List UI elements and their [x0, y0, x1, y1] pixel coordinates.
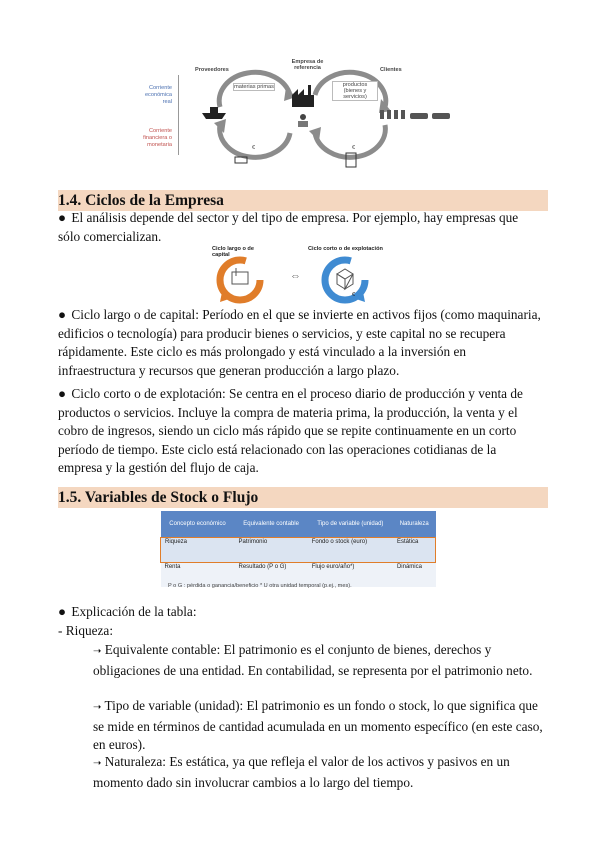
arrow-icon: ➝: [93, 702, 102, 713]
long-cycle-label: Ciclo largo o de capital: [212, 246, 254, 258]
real-flow-label: Corriente económica real: [144, 85, 172, 105]
table-cell: Estática: [393, 538, 436, 563]
providers-label: Proveedores: [195, 67, 229, 73]
machine-icon: [232, 268, 248, 284]
table-cell: Flujo euro/año*): [308, 563, 393, 588]
raw-materials-label: materias primas: [234, 84, 274, 90]
table-explanation: [58, 603, 542, 622]
exchange-arrow-icon: ⇔: [290, 270, 301, 282]
clients-label: Clientes: [380, 67, 402, 73]
riqueza-item-text: Tipo de variable (unidad): El patrimonio es un fondo o stock, lo que significa que se mide en términos de cantidad acumulada en un momento específico (en este caso, en euros).: [93, 698, 543, 753]
long-cycle-text: Ciclo largo o de capital: Período en el que se invierte en activos fijos (como maquinaria, edificios o tecnología) para producir bienes o servicios, y este capital no se recupera rápidamente. Este ciclo es más prolongado y está vinculado a la inversión en infraestructura y recursos que generan producción a largo plazo.: [58, 307, 541, 378]
bullet-icon: ●: [58, 307, 67, 322]
table-explanation-text: Explicación de la tabla:: [71, 604, 197, 619]
table-cell: Patrimonio: [234, 538, 307, 563]
cycles-intro: [58, 209, 542, 246]
section-heading-cycles: 1.4. Ciclos de la Empresa: [58, 190, 548, 211]
table-row: [161, 538, 436, 563]
riqueza-label: - Riqueza:: [58, 623, 114, 638]
money-label-right: €: [352, 145, 356, 151]
riqueza-item-3: [93, 753, 545, 792]
products-label: productos (bienes y servicios): [332, 81, 378, 101]
monetary-flow-label: Corriente financiera o monetaria: [143, 128, 172, 148]
factory-icon: [292, 85, 314, 107]
table-cell: Dinámica: [393, 563, 436, 588]
cycles-intro-text: El análisis depende del sector y del tipo de empresa. Por ejemplo, hay empresas que sólo comercializan.: [58, 210, 519, 244]
bullet-icon: ●: [58, 386, 67, 401]
bullet-icon: ●: [58, 604, 67, 619]
table-cell: Resultado (P o G): [234, 563, 307, 588]
company-label: Empresa de referencia: [291, 59, 324, 71]
section-heading-stock-flow: 1.5. Variables de Stock o Flujo: [58, 487, 548, 508]
box-icon: [337, 269, 353, 289]
worker-icon: [300, 114, 306, 120]
riqueza-item-1: [93, 641, 545, 680]
short-cycle-paragraph: [58, 385, 542, 478]
table-header-cell: Equivalente contable: [234, 511, 307, 538]
clients-icon: [380, 110, 450, 119]
riqueza-item-2: [93, 697, 545, 755]
money-label-left: €: [252, 145, 256, 151]
table-header-cell: Concepto económico: [161, 511, 235, 538]
table-cell: Fondo o stock (euro): [308, 538, 393, 563]
cycle-rings: [210, 254, 390, 314]
riqueza-item-text: Equivalente contable: El patrimonio es el conjunto de bienes, derechos y obligaciones de una entidad. En contabilidad, se representa por el patrimonio neto.: [93, 642, 533, 678]
long-cycle-paragraph: [58, 306, 542, 380]
arrow-icon: ➝: [93, 646, 102, 657]
cycle-money-symbol: €: [352, 292, 356, 298]
table-footnote: P o G : pérdida o ganancia/beneficio * U otra unidad temporal (p.ej., mes).: [168, 583, 352, 589]
table-header-cell: Tipo de variable (unidad): [308, 511, 393, 538]
riqueza-item-text: Naturaleza: Es estática, ya que refleja el valor de los activos y pasivos en un momento dado sin involucrar cambios a lo largo del tiempo.: [93, 754, 510, 790]
arrow-icon: ➝: [93, 758, 102, 769]
flow-cycles: [140, 55, 470, 175]
short-cycle-label: Ciclo corto o de explotación: [308, 246, 383, 252]
table-cell: Renta: [161, 563, 235, 588]
cycles-diagram: [210, 246, 390, 306]
ship-icon: [202, 107, 226, 119]
table-header-cell: Naturaleza: [393, 511, 436, 538]
bullet-icon: ●: [58, 210, 67, 225]
stock-flow-table: [160, 511, 436, 587]
short-cycle-text: Ciclo corto o de explotación: Se centra en el proceso diario de producción y venta de productos o servicios. Incluye la compra de materia prima, la producción, la venta y el cobro de ingresos, siendo un ciclo más rápido que se repite continuamente en un corto período de tiempo. Este ciclo está relacionado con las operaciones cotidianas de la empresa y la gestión del flujo de caja.: [58, 386, 523, 476]
table-cell: Riqueza: [161, 538, 235, 563]
table-header-row: [161, 511, 436, 538]
economic-flow-diagram: [140, 55, 470, 175]
